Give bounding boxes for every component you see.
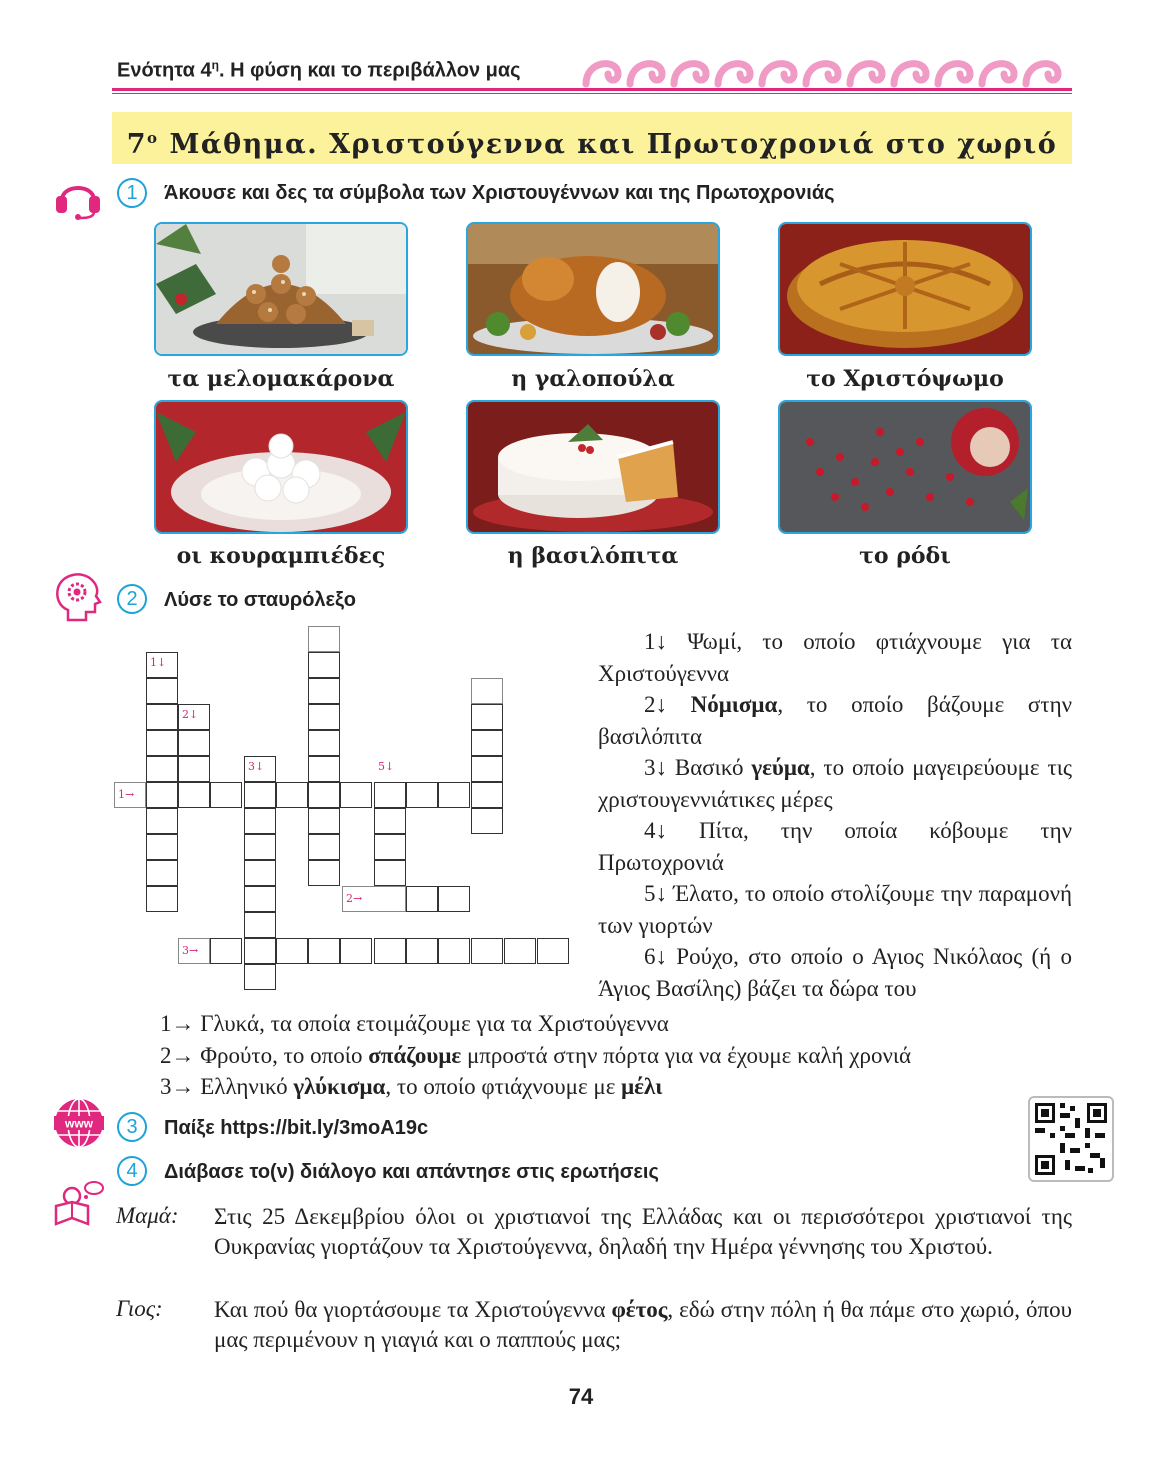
crossword-cell-5-down[interactable] (374, 782, 406, 808)
decorative-wave-border (578, 48, 1072, 88)
crossword-cell-2-down-4[interactable] (178, 782, 210, 808)
crossword-label-3-down: 3↓ (248, 760, 265, 773)
activity-4-instruction: Διάβασε το(ν) διάλογο και απάντησε στις ερωτήσεις (164, 1161, 659, 1183)
crossword-label-4-down-box (308, 626, 340, 652)
clue-across-3: 3→ Ελληνικό γλύκισμα, το οποίο φτιάχνουμε με μέλι (160, 1074, 663, 1099)
crossword-cell-3-across[interactable] (537, 938, 569, 964)
activity-3-link[interactable]: Παίξε https://bit.ly/3moA19c (164, 1117, 429, 1139)
crossword-label-6-down-box (471, 678, 503, 704)
activity-2-instruction: Λύσε το σταυρόλεξο (164, 589, 356, 611)
crossword-cell-1-down-6[interactable] (146, 782, 178, 808)
crossword-cell-1-down-8[interactable] (146, 834, 178, 860)
clue-down-5: 5↓ Έλατο, το οποίο στολίζουμε την παραμονή των γιορτών (598, 881, 1073, 938)
clue-down-2: 2↓ Νόμισμα, το οποίο βάζουμε στην βασιλόπιτα (598, 692, 1072, 749)
crossword-cell-6-down[interactable] (471, 756, 503, 782)
crossword-cell-2-across[interactable] (438, 886, 470, 912)
crossword-cell-2-across[interactable] (406, 886, 438, 912)
activity-4-number: 4 (117, 1156, 147, 1186)
crossword-cell-1-across[interactable] (438, 782, 470, 808)
clue-down-6: 6↓ Ρούχο, στο οποίο ο Αγιος Νικόλαος (ή ο Άγιος Βασίλης) βάζει τα δώρα του (598, 944, 1073, 1001)
crossword-cell-1-across[interactable] (340, 782, 372, 808)
page-number: 74 (568, 1384, 594, 1409)
activity-2-number: 2 (117, 584, 147, 614)
crossword-cell-3-down[interactable] (244, 860, 276, 886)
dialogue-speaker-son: Γιος: (116, 1296, 163, 1321)
clue-across-1: 1→ Γλυκά, τα οποία ετοιμάζουμε για τα Χριστούγεννα (160, 1011, 669, 1036)
dialogue-line-mother: Στις 25 Δεκεμβρίου όλοι οι χριστιανοί της Ελλάδας και οι περισσότεροι χριστιανοί της Ουκρανίας γιορτάζουν τα Χριστούγεννα, δηλαδή την Ημέρα γέννησης του Χριστού. (214, 1204, 1072, 1259)
crossword-cell-6-down[interactable] (471, 808, 503, 834)
crossword-cell-5-down[interactable] (374, 834, 406, 860)
header-rule (112, 88, 1072, 91)
header-rule-thin (112, 93, 1072, 94)
crossword-cell-5-down[interactable] (374, 860, 406, 886)
crossword-cell-6-down[interactable] (471, 704, 503, 730)
crossword-cell-3-across[interactable] (308, 938, 340, 964)
caption-vasilopita: η βασιλόπιτα (507, 543, 679, 569)
crossword-cell-3-across[interactable] (406, 938, 438, 964)
crossword-cell-1-across[interactable] (406, 782, 438, 808)
headphones-icon (52, 176, 104, 220)
crossword-cell-2-down-3[interactable] (178, 756, 210, 782)
photo-pomegranate (778, 400, 1032, 534)
caption-kourabiedes: οι κουραμπιέδες (176, 543, 386, 569)
crossword-cell-3-down[interactable] (244, 782, 276, 808)
crossword-label-1-across-text: 1→ (118, 788, 135, 801)
crossword-cell-3-across[interactable] (504, 938, 536, 964)
crossword-cell-1-down-3[interactable] (146, 704, 178, 730)
crossword-cell-1-across[interactable] (210, 782, 242, 808)
crossword-cell-3-down[interactable] (244, 912, 276, 938)
crossword-cell-6-down[interactable] (471, 730, 503, 756)
crossword-cell-4-down[interactable] (308, 808, 340, 834)
crossword-cell-4-down[interactable] (308, 834, 340, 860)
activity-1-instruction: Άκουσε και δες τα σύμβολα των Χριστουγέννων και της Πρωτοχρονιάς (164, 182, 835, 204)
crossword-cell-1-down-5[interactable] (146, 756, 178, 782)
caption-christopsomo: το Χριστόψωμο (806, 366, 1004, 392)
crossword-cell-6-down[interactable] (471, 782, 503, 808)
dialogue-speaker-mother: Μαμά: (116, 1203, 179, 1228)
caption-pomegranate: το ρόδι (859, 543, 951, 569)
clues-down (598, 626, 1072, 1004)
photo-kourabiedes (154, 400, 408, 534)
crossword-cell-1-down-10[interactable] (146, 886, 178, 912)
clues-across (160, 1008, 911, 1103)
crossword-cell-4-down[interactable] (308, 860, 340, 886)
clue-down-3: 3↓ Βασικό γεύμα, το οποίο μαγειρεύουμε τις χριστουγεννιάτικες μέρες (598, 755, 1073, 812)
crossword-cell-3-across[interactable] (438, 938, 470, 964)
crossword-cell-4-down[interactable] (308, 756, 340, 782)
crossword-cell-1-down-2[interactable] (146, 678, 178, 704)
caption-turkey: η γαλοπούλα (511, 366, 675, 392)
crossword-cell-3-down[interactable] (244, 834, 276, 860)
crossword-cell-4-down[interactable] (308, 704, 340, 730)
crossword-cell-3-across[interactable] (340, 938, 372, 964)
crossword-cell-3-down[interactable] (244, 808, 276, 834)
activity-3-number: 3 (117, 1112, 147, 1142)
caption-melomakarona: τα μελομακάρονα (167, 366, 395, 392)
crossword-label-5-down: 5↓ (378, 760, 395, 773)
clue-across-2: 2→ Φρούτο, το οποίο σπάζουμε μπροστά στην πόρτα για να έχουμε καλή χρονιά (160, 1042, 912, 1068)
crossword-cell-1-across[interactable] (276, 782, 308, 808)
crossword-cell-1-down-7[interactable] (146, 808, 178, 834)
crossword-cell-3-across[interactable] (210, 938, 242, 964)
crossword-cell-2-down-2[interactable] (178, 730, 210, 756)
crossword-cell-1-down-9[interactable] (146, 860, 178, 886)
crossword-cell-4-down[interactable] (308, 652, 340, 678)
crossword-label-2-down: 2↓ (182, 708, 199, 721)
unit-title: Ενότητα $4^\eta$. Η φύση και το περιβάλλον μας (117, 58, 521, 82)
reading-child-icon (50, 1180, 106, 1232)
crossword-cell-1-down-4[interactable] (146, 730, 178, 756)
head-gear-icon (52, 570, 104, 624)
qr-code-icon (1030, 1098, 1112, 1180)
crossword-cell-3-across[interactable] (276, 938, 308, 964)
crossword-cell-3-down[interactable] (244, 964, 276, 990)
photo-turkey (466, 222, 720, 356)
lesson-title: $7^o$ Μάθημα. Χριστούγεννα και Πρωτοχρονιά στο χωριό (126, 129, 1058, 160)
activity-1-number: 1 (117, 178, 147, 208)
www-globe-icon (52, 1096, 106, 1150)
qr-code[interactable] (1028, 1096, 1114, 1182)
photo-christopsomo (778, 222, 1032, 356)
crossword-cell-4-down[interactable] (308, 730, 340, 756)
crossword-cell-4-down[interactable] (308, 678, 340, 704)
crossword-cell-3-across[interactable] (374, 938, 406, 964)
crossword-label-3-across-text: 3→ (182, 944, 199, 957)
clue-down-4: 4↓ Πίτα, την οποία κόβουμε την Πρωτοχρονιά (598, 818, 1073, 875)
photo-vasilopita (466, 400, 720, 534)
clue-down-1: 1↓ Ψωμί, το οποίο φτιάχνουμε για τα Χριστούγεννα (598, 629, 1072, 686)
crossword-label-2-across-text: 2→ (346, 892, 363, 905)
photo-melomakarona (154, 222, 408, 356)
crossword-cell-4-down[interactable] (308, 782, 340, 808)
crossword-cell-3-down[interactable] (244, 886, 276, 912)
crossword-cell-3-across[interactable] (471, 938, 503, 964)
svg-text:www: www (64, 1116, 94, 1131)
crossword-cell-5-down[interactable] (374, 808, 406, 834)
crossword-cell-3-down[interactable] (244, 938, 276, 964)
crossword-label-1-down: 1↓ (150, 656, 167, 669)
dialogue-line-son: Και πού θα γιορτάσουμε τα Χριστούγεννα φέτος, εδώ στην πόλη ή θα πάμε στο χωριό, όπου μας περιμένουν η γιαγιά και ο παππούς μας; (214, 1297, 1072, 1352)
